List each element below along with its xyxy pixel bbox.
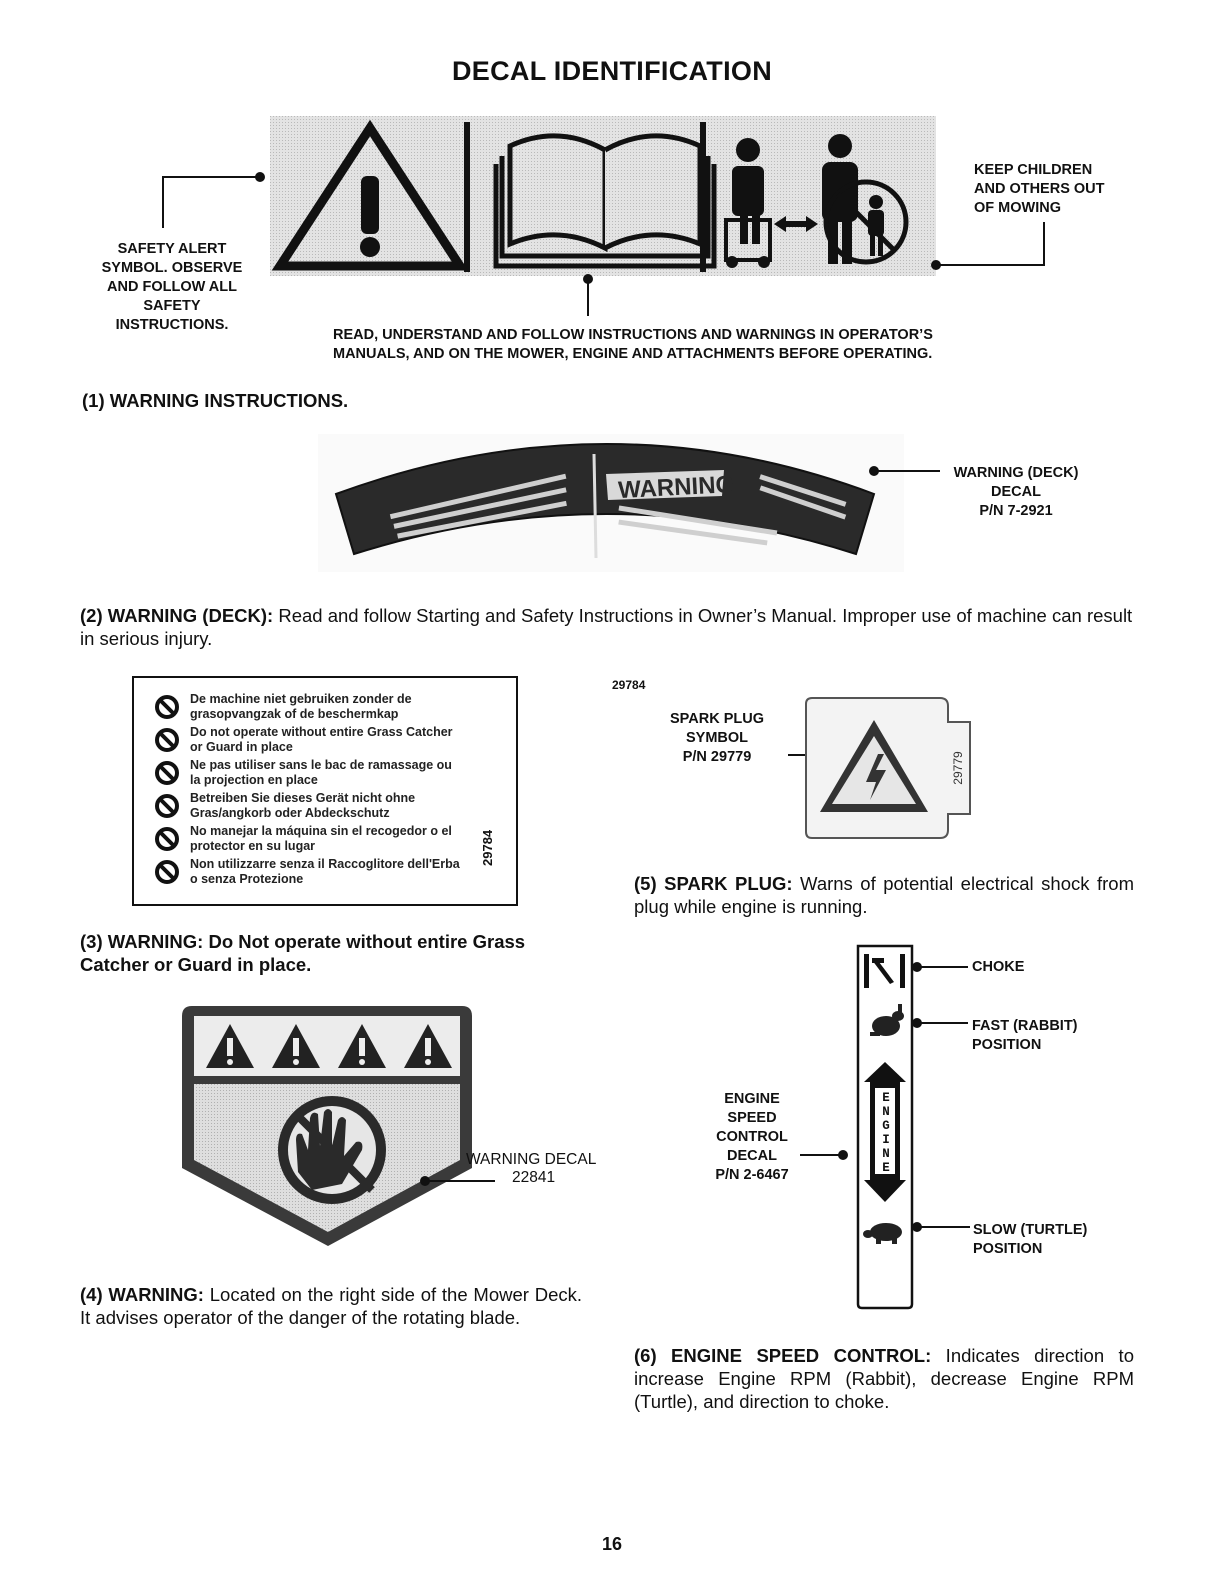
section-4-heading: (4) WARNING: Located on the right side of the Mower Deck. It advises operator of the danger of the rotating blade. bbox=[80, 1284, 582, 1328]
section-5-heading: (5) SPARK PLUG: Warns of potential electrical shock from plug while engine is running. bbox=[634, 873, 1134, 917]
grass-catcher-decal bbox=[132, 676, 646, 906]
prohibited-icon bbox=[154, 694, 180, 720]
warning-banner-text: WARNING bbox=[617, 471, 735, 505]
section-6-heading: (6) ENGINE SPEED CONTROL: Indicates direction to increase Engine RPM (Rabbit), decrease Engine RPM (Turtle), and direction to choke. bbox=[634, 1345, 1134, 1412]
part-number-29784: 29784 bbox=[612, 678, 646, 692]
prohibited-icon bbox=[154, 859, 180, 885]
engine-letters: E N G I N E bbox=[882, 1091, 890, 1175]
warning-line: Betreiben Sie dieses Gerät nicht ohne Gras/angkorb oder Abdeckschutz bbox=[146, 791, 516, 824]
hand-blade-icon bbox=[278, 1096, 386, 1204]
rotating-blade-decal bbox=[172, 1000, 482, 1250]
spark-plug-callout: SPARK PLUG SYMBOL P/N 29779 bbox=[670, 711, 764, 765]
engine-speed-callout: ENGINE SPEED CONTROL DECAL P/N 2-6467 bbox=[715, 1091, 789, 1183]
page-number: 16 bbox=[601, 1534, 623, 1554]
section-3-heading: (3) WARNING: Do Not operate without entire Grass Catcher or Guard in place. bbox=[80, 931, 526, 975]
choke-label: CHOKE bbox=[972, 959, 1025, 975]
warning-line: Do not operate without entire Grass Catcher or Guard in place bbox=[146, 725, 516, 758]
section-1-heading: (1) WARNING INSTRUCTIONS. bbox=[82, 390, 349, 411]
fast-rabbit-label: FAST (RABBIT) POSITION bbox=[972, 1018, 1078, 1053]
warning-deck-decal bbox=[318, 434, 904, 572]
page-title: DECAL IDENTIFICATION bbox=[452, 56, 772, 86]
part-number-29779: 29779 bbox=[951, 751, 965, 785]
section-2-heading: (2) WARNING (DECK): Read and follow Starting and Safety Instructions in Owner’s Manual. Improper use of machine can result in serious injury. bbox=[80, 605, 1133, 649]
prohibited-icon bbox=[154, 760, 180, 786]
part-number-vertical: 29784 bbox=[480, 829, 495, 866]
warning-line: No manejar la máquina sin el recogedor o el protector en su lugar bbox=[146, 824, 516, 857]
warning-line: Non utilizzarre senza il Raccoglitore dell'Erba o senza Protezione bbox=[146, 857, 516, 890]
spark-plug-decal bbox=[804, 696, 976, 840]
read-instructions-label: READ, UNDERSTAND AND FOLLOW INSTRUCTIONS AND WARNINGS IN OPERATOR’S MANUALS, AND ON THE MOWER, ENGINE AND ATTACHMENTS BEFORE OPERATING. bbox=[333, 327, 933, 362]
warning-decal-callout: WARNING DECAL 22841 bbox=[466, 1151, 597, 1186]
warning-line: Ne pas utiliser sans le bac de ramassage ou la projection en place bbox=[146, 758, 516, 791]
prohibited-icon bbox=[154, 826, 180, 852]
prohibited-icon bbox=[154, 793, 180, 819]
warning-deck-callout: WARNING (DECK) DECAL P/N 7-2921 bbox=[953, 465, 1079, 519]
slow-turtle-label: SLOW (TURTLE) POSITION bbox=[973, 1222, 1088, 1257]
prohibited-icon bbox=[154, 727, 180, 753]
keep-children-label: KEEP CHILDREN AND OTHERS OUT OF MOWING bbox=[974, 162, 1105, 216]
safety-alert-label: SAFETY ALERT SYMBOL. OBSERVE AND FOLLOW ALL SAFETY INSTRUCTIONS. bbox=[101, 241, 243, 333]
safety-symbols-decal bbox=[270, 116, 936, 276]
warning-line: De machine niet gebruiken zonder de grasopvangzak of de beschermkap bbox=[146, 692, 516, 725]
